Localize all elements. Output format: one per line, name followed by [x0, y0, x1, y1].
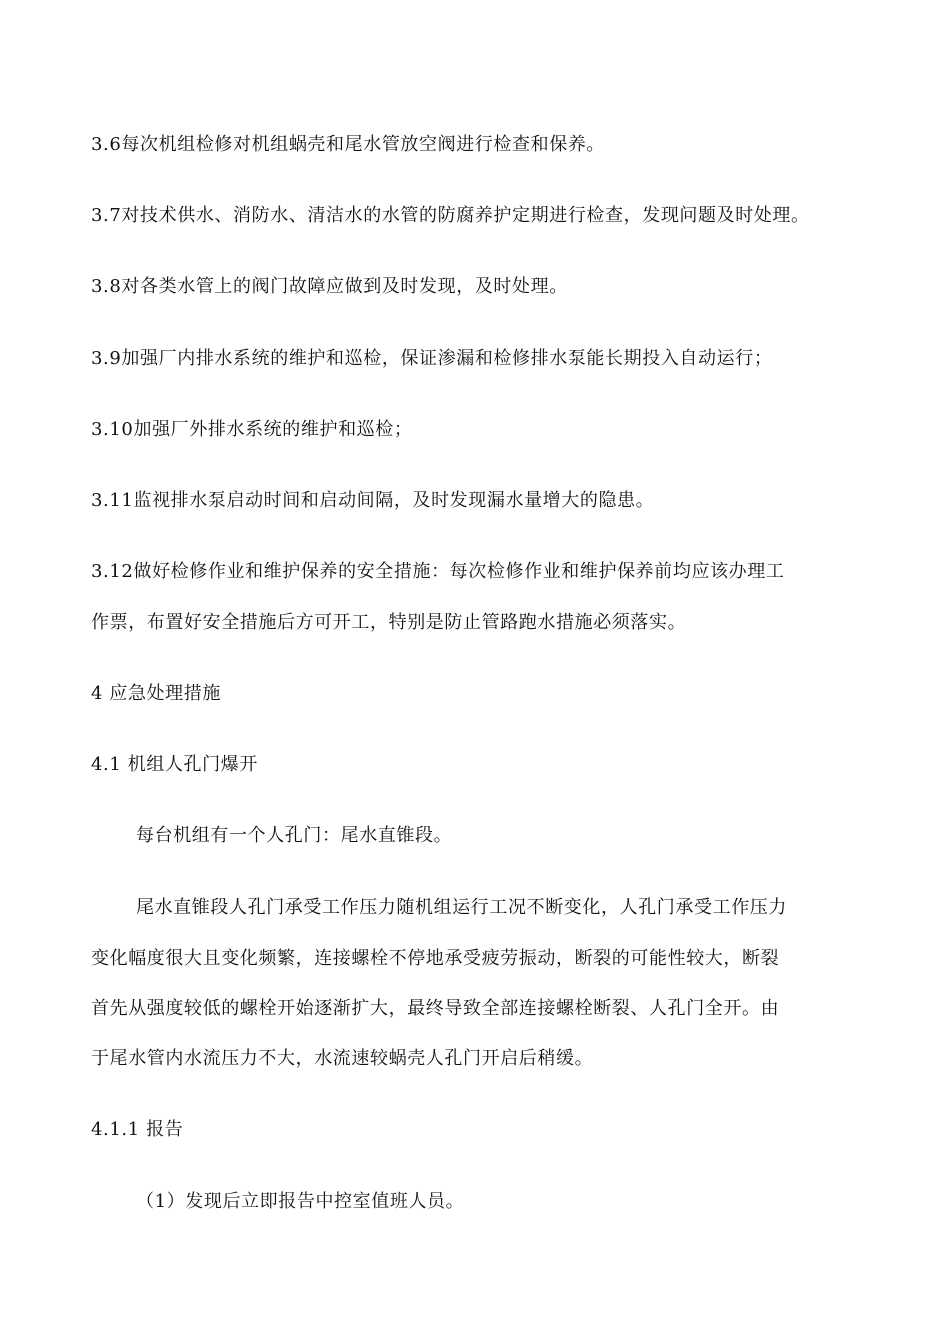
- paragraph-manhole-count: 每台机组有一个人孔门：尾水直锥段。: [136, 825, 453, 846]
- clause-3-8: 3.8对各类水管上的阀门故障应做到及时发现，及时处理。: [91, 276, 568, 297]
- clause-3-12-line-2: 作票，布置好安全措施后方可开工，特别是防止管路跑水措施必须落实。: [91, 612, 687, 633]
- clause-3-6: 3.6每次机组检修对机组蜗壳和尾水管放空阀进行检查和保养。: [91, 134, 606, 155]
- paragraph-risk-line-1: 尾水直锥段人孔门承受工作压力随机组运行工况不断变化，人孔门承受工作压力: [136, 897, 787, 918]
- report-step-1: （1）发现后立即报告中控室值班人员。: [136, 1191, 465, 1212]
- section-4-1-heading: 4.1 机组人孔门爆开: [91, 754, 258, 775]
- section-4-heading: 4 应急处理措施: [91, 683, 221, 704]
- clause-3-9: 3.9加强厂内排水系统的维护和巡检，保证渗漏和检修排水泵能长期投入自动运行；: [91, 348, 773, 369]
- paragraph-risk-line-4: 于尾水管内水流压力不大，水流速较蜗壳人孔门开启后稍缓。: [91, 1048, 594, 1069]
- clause-3-10: 3.10加强厂外排水系统的维护和巡检；: [91, 419, 413, 440]
- clause-3-11: 3.11监视排水泵启动时间和启动间隔，及时发现漏水量增大的隐患。: [91, 490, 655, 511]
- clause-3-12-line-1: 3.12做好检修作业和维护保养的安全措施：每次检修作业和维护保养前均应该办理工: [91, 561, 785, 582]
- paragraph-risk-line-3: 首先从强度较低的螺栓开始逐渐扩大，最终导致全部连接螺栓断裂、人孔门全开。由: [91, 998, 780, 1019]
- clause-3-7: 3.7对技术供水、消防水、清洁水的水管的防腐养护定期进行检查，发现问题及时处理。: [91, 205, 810, 226]
- section-4-1-1-heading: 4.1.1 报告: [91, 1119, 184, 1140]
- paragraph-risk-line-2: 变化幅度很大且变化频繁，连接螺栓不停地承受疲劳振动，断裂的可能性较大，断裂: [91, 948, 780, 969]
